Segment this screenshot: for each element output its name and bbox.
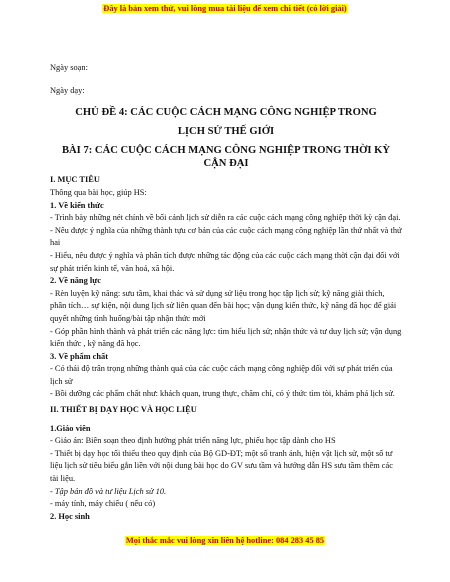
student-heading: 2. Học sinh <box>50 511 90 521</box>
section-equipment-heading: II. THIẾT BỊ DẠY HỌC VÀ HỌC LIỆU <box>50 405 197 415</box>
knowledge-item: - Hiểu, nêu được ý nghĩa và phân tích được những tác động của các cuộc cách mạng thời cận đại đối với sự phát triển kinh tế, văn hoá, xã hội. <box>50 250 400 273</box>
teacher-item: - Thiết bị dạy học tối thiểu theo quy định của Bộ GD-ĐT; một số tranh ảnh, hiện vật lịch sử, một số tư liệu lịch sử tiêu biểu gắn liền với nội dung bài học do GV sưu tầm và hướng dẫn HS sưu tầm thêm các tài liệu. <box>50 448 393 484</box>
document-page <box>50 62 402 523</box>
section-objectives-heading: I. MỤC TIÊU <box>50 175 100 185</box>
preview-banner-text: Đây là bản xem thử, vui lòng mua tài liệu để xem chi tiết (có lời giải) <box>103 4 347 13</box>
hotline-banner <box>0 536 450 545</box>
competency-heading: 2. Về năng lực <box>50 276 101 286</box>
teacher-item: - Giáo án: Biên soạn theo định hướng phát triển năng lực, phiếu học tập dành cho HS <box>50 436 336 446</box>
competency-item: - Góp phần hình thành và phát triển các năng lực: tìm hiểu lịch sử; nhận thức và tư duy lịch sử; vận dụng kiến thức , kỹ năng đã học. <box>50 326 402 349</box>
knowledge-heading: 1. Về kiến thức <box>50 200 104 210</box>
topic-title-line1: CHỦ ĐỀ 4: CÁC CUỘC CÁCH MẠNG CÔNG NGHIỆP TRONG <box>75 107 377 119</box>
hotline-banner-text: Mọi thắc mắc vui lòng xin liên hệ hotline: 084 283 45 85 <box>125 536 325 545</box>
topic-title <box>50 103 402 141</box>
qualities-item: - Bồi dưỡng các phẩm chất như: khách quan, trung thực, chăm chỉ, có ý thức tìm tòi, khám phá lịch sử. <box>50 389 395 399</box>
lesson-title-line2: CẬN ĐẠI <box>203 157 249 169</box>
knowledge-item: - Trình bày những nét chính về bối cảnh lịch sử diễn ra các cuộc cách mạng công nghiệp thời kỳ cận đại. <box>50 213 401 223</box>
qualities-heading: 3. Về phẩm chất <box>50 351 109 361</box>
teacher-heading: 1.Giáo viên <box>50 423 91 433</box>
preview-banner <box>0 4 450 13</box>
objectives-intro: Thông qua bài học, giúp HS: <box>50 187 147 197</box>
teacher-item-equipment: - máy tính, máy chiếu ( nếu có) <box>50 499 156 509</box>
lesson-title-line1: BÀI 7: CÁC CUỘC CÁCH MẠNG CÔNG NGHIỆP TRONG THỜI KỲ <box>61 145 391 157</box>
teacher-item-atlas: - Tập bản đồ và tư liệu Lịch sử 10. <box>50 486 167 496</box>
ngay-soan: Ngày soạn: <box>50 63 88 72</box>
knowledge-item: - Nêu được ý nghĩa của những thành tựu cơ bản của các cuộc cách mạng công nghiệp lần thứ nhất và thứ hai <box>50 225 402 248</box>
qualities-item: - Có thái độ trân trọng những thành quả của các cuộc cách mạng công nghiệp đối với sự phát triển của lịch sử <box>50 364 393 386</box>
competency-item: - Rèn luyện kỹ năng: sưu tầm, khai thác và sử dụng sử liệu trong học tập lịch sử; kỹ năng giải thích, phân tích… sự kiện, nội dung lịch sử liên quan đến bài học; vận dụng kiến thức, kỹ năng đã học để giải quyết những tình huống/bài tập nhận thức mới <box>50 288 397 323</box>
topic-title-line2: LỊCH SỬ THẾ GIỚI <box>177 126 275 138</box>
lesson-title <box>50 145 402 170</box>
ngay-day: Ngày dạy: <box>50 85 85 95</box>
